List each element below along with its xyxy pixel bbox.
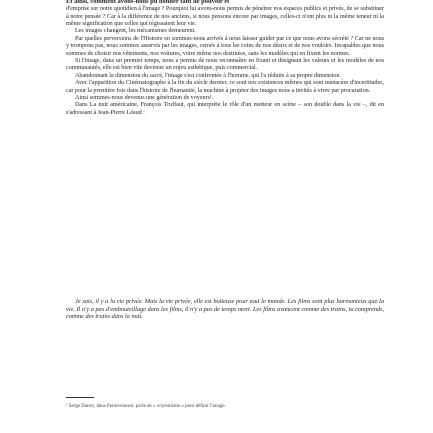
paragraph-7: Ainsi sommes-nous devenus une génération de voyeurs¹. [75,94,214,102]
paragraph-1: d'emprise sur notre quotidien à l'image ? Pourquoi lui avons-nous permis de pénétrer nos espaces publics et privés, de se substituer à notre pensée ? Car à la différence de nos anciens, si nous pensons encore par images, celles-ci n'ont plus ni la même teneur ni la même signification que celles qui régissaient leur vie. [66,5,384,28]
paragraph-8: Dans La nuit américaine, François Truffaut, qui interprète le rôle d'un metteur en scène – son double dans la vie –, dit en s'adressant à Jean-Pierre Léaud : [66,101,384,116]
paragraph-2: Les images changent, les mécanismes demeurent. [75,27,196,35]
quote-text: Je sais, il y a la vie privée. Mais la vie privée, elle est boiteuse pour tout le monde. Les films sont plus harmonieux que la vie. Il n'y a pas d'embouteillage dans les films, il n'y a pas de temps mort. Les films avancent comme des trains, tu comprends, comme des trains dans la nuit. [66,298,384,321]
paragraph-5: Abandonnant la dimension du sacré, l'image s'est confrontée à l'homme, qui l'a réduite à sa propre dimension. [75,71,341,79]
footnote: ¹ Serge Daney, dans Persévérance, parle de « voyeurisme » pour définir l'image. [66,404,226,409]
paragraph-6: Avec l'apparition du Cinématographe à la fin du siècle dernier, ce sont nos existences mêmes qui sont menacées d'incertitudes, car pour la première fois dans l'histoire de l'humanité, la machine à projeter des images nous a invités à vivre par procuration. [66,79,384,94]
top-line: Et ainsi, comment avons-nous pu donner tant de pouvoir et [66,0,230,5]
paragraph-4: Si l'image, dans un premier temps, nous a permis de nous reconnaître en fixant et désignant les valeurs et les modèles de nos communautés, elle est bien vite devenue un enjeu esthétique, puis commercial. [66,57,384,72]
footnote-rule [66,397,94,398]
document-page [66,0,384,433]
body-text [66,0,384,116]
quote-block [66,298,384,321]
paragraph-3: Par quelles perversions de l'Histoire en sommes-nous arrivés à nous laisser guider par ce que nous avons sécrété ? Car ne nous y trompons pas, nous sommes asservis par les images, cernés à tous les coins de nos désirs et de nos vouloirs. Incapables que nous sommes de choisir nos vêtements, nos voitures, voire même nos destinées, sans les modèles qui en fixent les normes. [66,34,384,57]
